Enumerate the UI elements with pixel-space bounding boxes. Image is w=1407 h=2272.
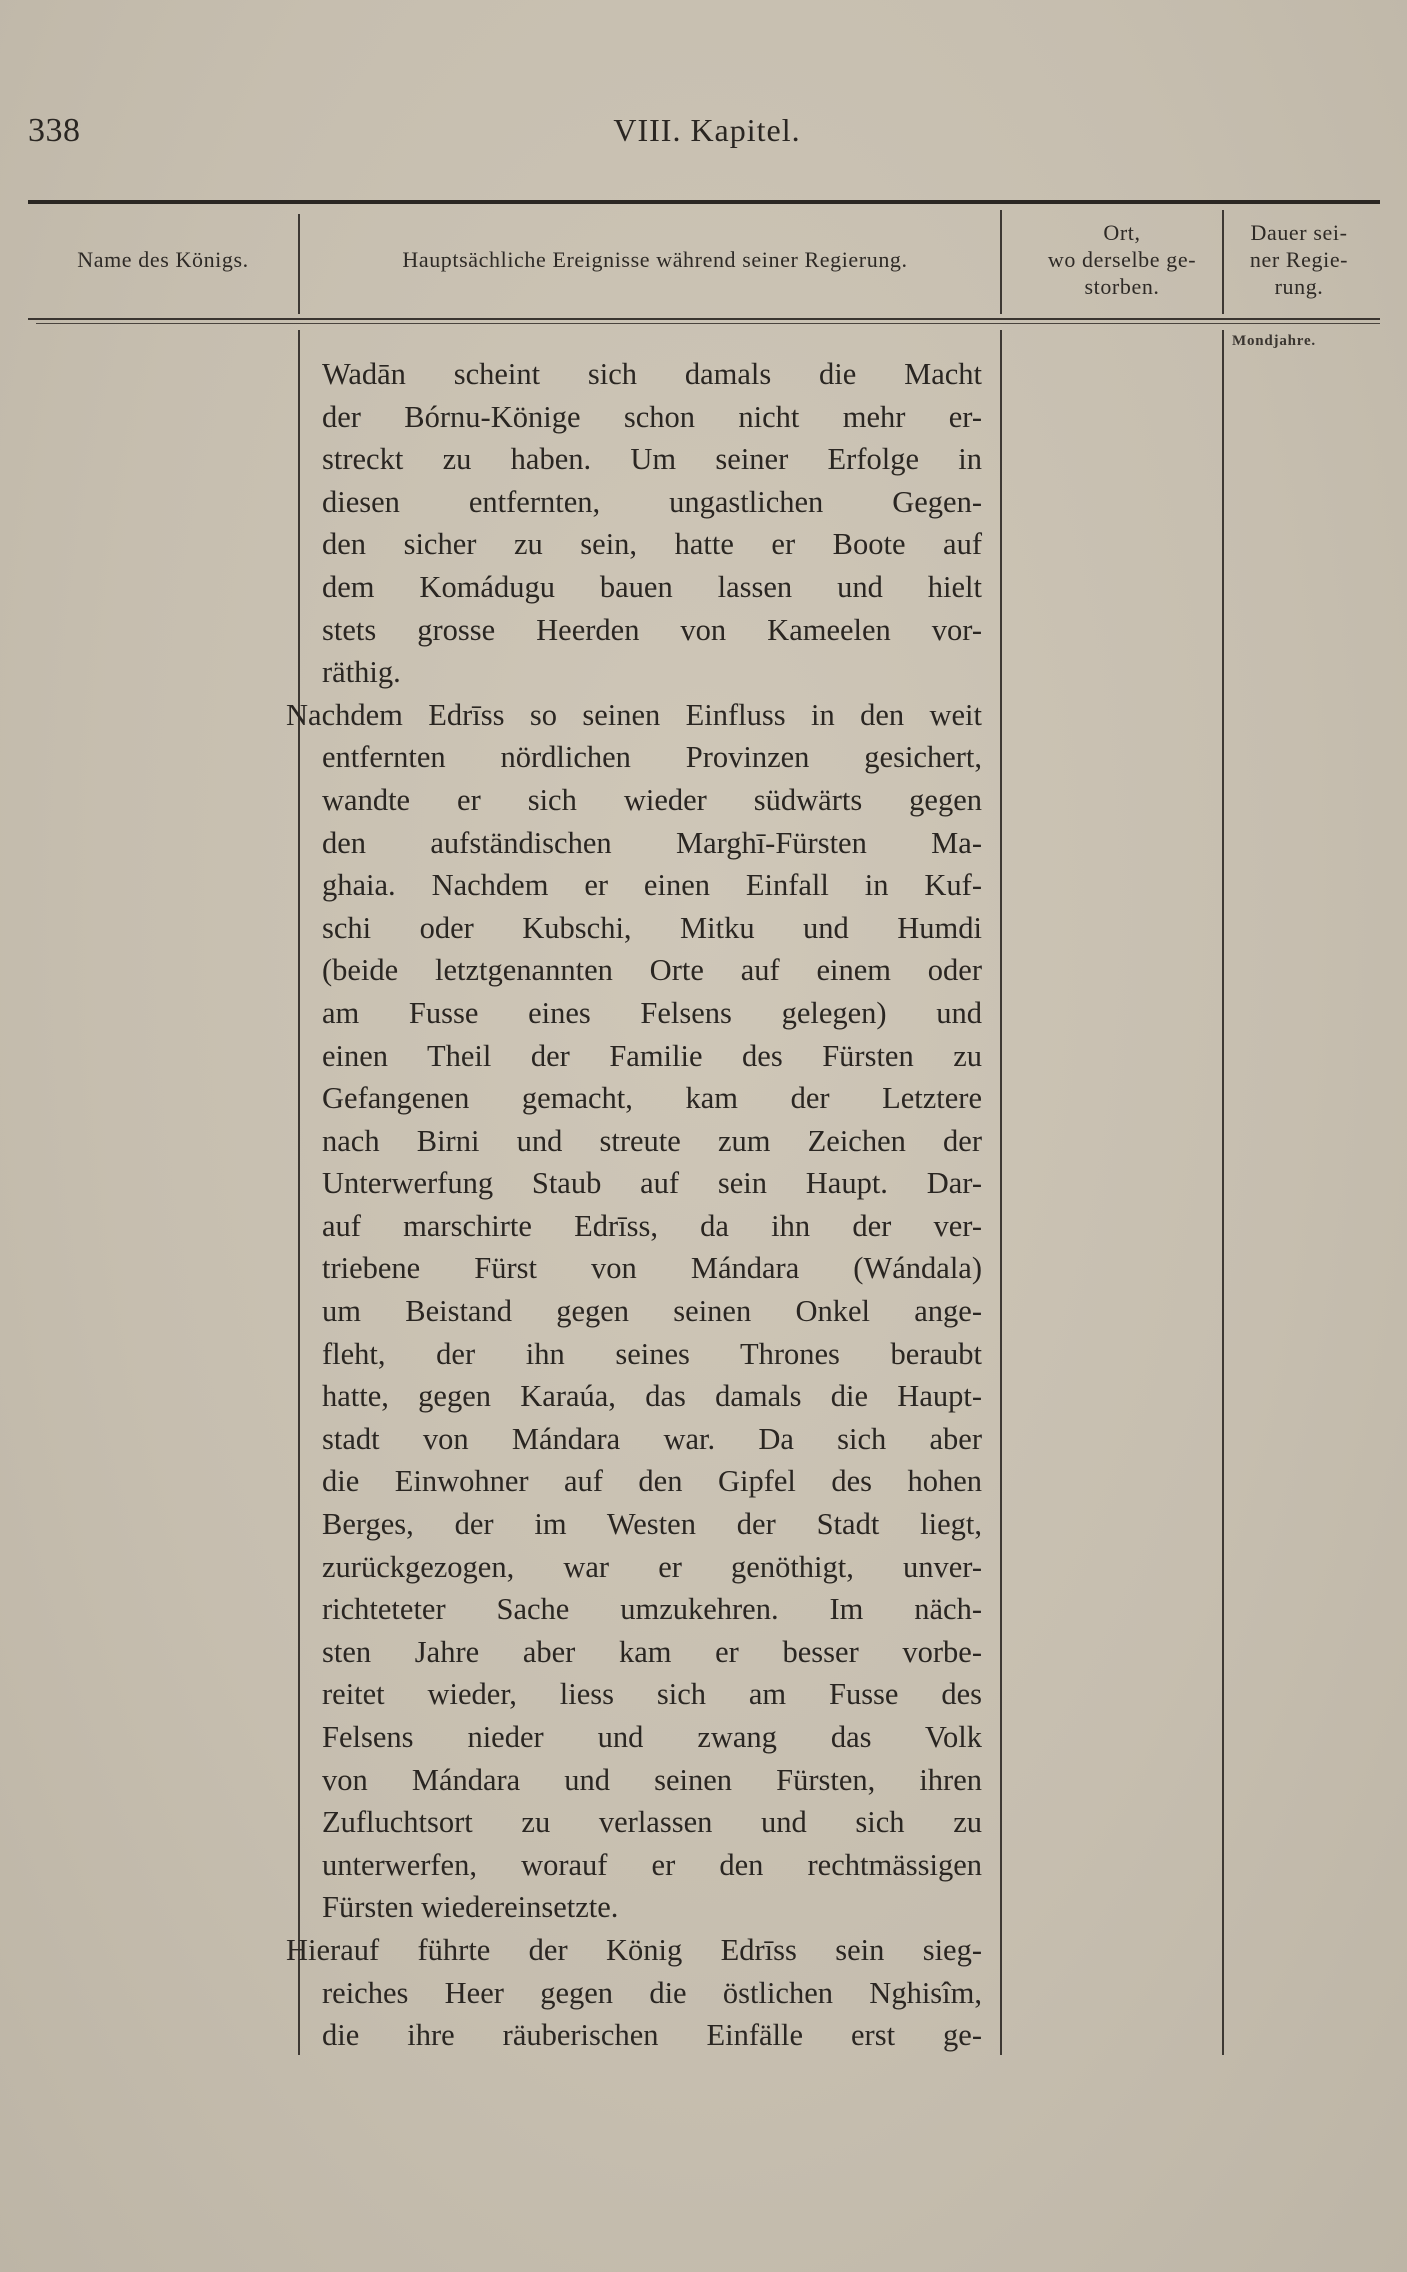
text-line: entfernten nördlichen Provinzen gesichert, bbox=[322, 740, 982, 775]
header-divider bbox=[1222, 210, 1224, 314]
text-line: einen Theil der Familie des Fürsten zu bbox=[322, 1038, 982, 1073]
text-line: räthig. bbox=[322, 655, 401, 690]
column-header-duration bbox=[1224, 206, 1374, 312]
column-header-place bbox=[1012, 206, 1232, 312]
text-line: um Beistand gegen seinen Onkel ange- bbox=[322, 1294, 982, 1329]
column-header-place-line: Ort, bbox=[1103, 219, 1141, 245]
text-line: die Einwohner auf den Gipfel des hohen bbox=[322, 1464, 982, 1499]
text-line: ghaia. Nachdem er einen Einfall in Kuf- bbox=[322, 868, 982, 903]
text-line: stadt von Mándara war. Da sich aber bbox=[322, 1421, 982, 1456]
running-head bbox=[28, 112, 1378, 162]
text-line: Fürsten wiedereinsetzte. bbox=[322, 1890, 619, 1925]
text-line: Gefangenen gemacht, kam der Letztere bbox=[322, 1081, 982, 1116]
duration-unit-label: Mondjahre. bbox=[1232, 333, 1316, 349]
column-header-name: Name des Königs. bbox=[77, 246, 249, 272]
text-line: streckt zu haben. Um seiner Erfolge in bbox=[322, 442, 982, 477]
text-line: stets grosse Heerden von Kameelen vor- bbox=[322, 612, 982, 647]
column-divider-place bbox=[1222, 330, 1224, 2055]
text-line: Felsens nieder und zwang das Volk bbox=[322, 1720, 982, 1754]
column-header-place-line: wo derselbe ge- bbox=[1047, 246, 1197, 272]
header-divider bbox=[298, 214, 300, 314]
column-header-events: Hauptsächliche Ereignisse während seiner Regierung. bbox=[402, 246, 908, 272]
table-top-rule bbox=[28, 200, 1380, 204]
text-line: Unterwerfung Staub auf sein Haupt. Dar- bbox=[322, 1166, 982, 1201]
column-header-duration-line: Dauer sei- bbox=[1250, 219, 1348, 245]
text-line: fleht, der ihn seines Thrones beraubt bbox=[322, 1336, 982, 1371]
column-divider-events bbox=[1000, 330, 1002, 2055]
text-line: den sicher zu sein, hatte er Boote auf bbox=[322, 527, 982, 562]
text-line: reiches Heer gegen die östlichen Nghisîm, bbox=[322, 1975, 982, 2010]
text-line: triebene Fürst von Mándara (Wándala) bbox=[322, 1251, 982, 1286]
column-header-place-line: storben. bbox=[1084, 273, 1160, 299]
text-line: unterwerfen, worauf er den rechtmässigen bbox=[322, 1847, 982, 1882]
column-divider-name bbox=[298, 330, 300, 2055]
text-line: (beide letztgenannten Orte auf einem oder bbox=[322, 953, 982, 988]
text-line: am Fusse eines Felsens gelegen) und bbox=[322, 995, 982, 1030]
text-line: der Bórnu-Könige schon nicht mehr er- bbox=[322, 399, 982, 434]
text-line: nach Birni und streute zum Zeichen der bbox=[322, 1123, 982, 1158]
events-text bbox=[286, 353, 982, 2057]
text-line: die ihre räuberischen Einfälle erst ge- bbox=[322, 2018, 982, 2053]
text-line: Berges, der im Westen der Stadt liegt, bbox=[322, 1507, 982, 1542]
text-line: von Mándara und seinen Fürsten, ihren bbox=[322, 1762, 982, 1797]
table-header-row bbox=[28, 206, 1380, 316]
page-number: 338 bbox=[28, 112, 81, 149]
paragraph-start-line: Hierauf führte der König Edrīss sein sieg- bbox=[286, 1932, 982, 1967]
text-line: sten Jahre aber kam er besser vorbe- bbox=[322, 1634, 982, 1669]
text-line: hatte, gegen Karaúa, das damals die Haupt- bbox=[322, 1379, 982, 1414]
text-line: Zufluchtsort zu verlassen und sich zu bbox=[322, 1805, 982, 1840]
header-divider bbox=[1000, 210, 1002, 314]
text-line: diesen entfernten, ungastlichen Gegen- bbox=[322, 484, 982, 519]
table-header-rule bbox=[28, 318, 1380, 320]
column-header-duration-line: ner Regie- bbox=[1249, 246, 1349, 272]
text-line: zurückgezogen, war er genöthigt, unver- bbox=[322, 1549, 982, 1584]
column-header-duration-line: rung. bbox=[1274, 273, 1324, 299]
text-line: Wadān scheint sich damals die Macht bbox=[322, 357, 982, 391]
text-line: richteteter Sache umzukehren. Im näch- bbox=[322, 1592, 982, 1627]
text-line: reitet wieder, liess sich am Fusse des bbox=[322, 1677, 982, 1712]
chapter-title: VIII. Kapitel. bbox=[613, 112, 801, 148]
paragraph-start-line: Nachdem Edrīss so seinen Einfluss in den weit bbox=[286, 697, 982, 732]
table-header-rule-secondary bbox=[36, 323, 1380, 324]
text-line: dem Komádugu bauen lassen und hielt bbox=[322, 569, 982, 604]
text-line: auf marschirte Edrīss, da ihn der ver- bbox=[322, 1208, 982, 1243]
text-line: den aufständischen Marghī-Fürsten Ma- bbox=[322, 825, 982, 860]
text-line: wandte er sich wieder südwärts gegen bbox=[322, 782, 982, 817]
text-line: schi oder Kubschi, Mitku und Humdi bbox=[322, 910, 982, 945]
